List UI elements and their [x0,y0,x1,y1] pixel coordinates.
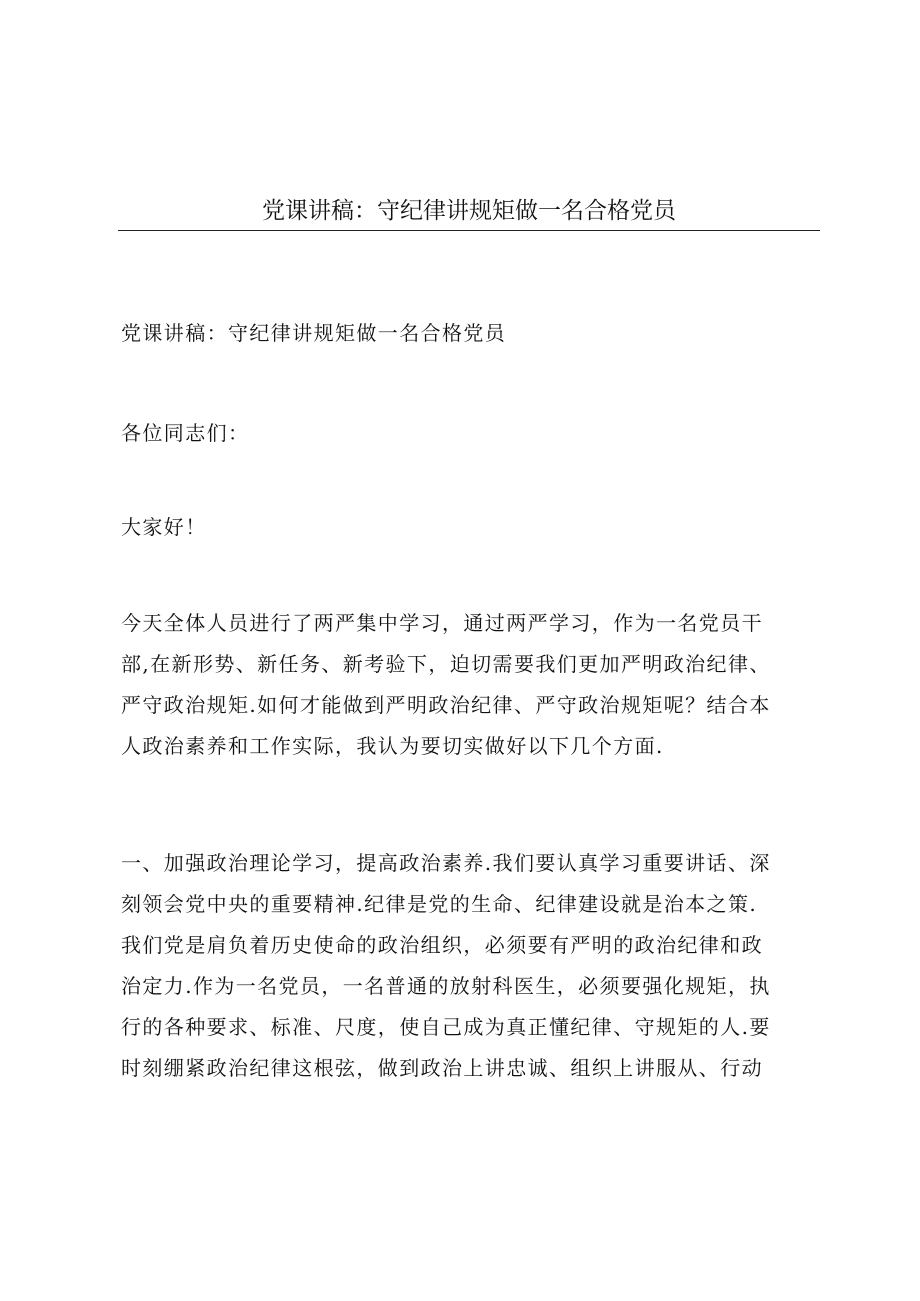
hello-line: 大家好！ [121,515,207,539]
paragraph-section-one [121,843,821,1089]
paragraph-line: 人政治素养和工作实际，我认为要切实做好以下几个方面. [121,734,664,758]
paragraph-line: 行的各种要求、标准、尺度，使自己成为真正懂纪律、守规矩的人.要 [121,1015,771,1039]
subtitle-line: 党课讲稿：守纪律讲规矩做一名合格党员 [121,321,507,345]
paragraph-line: 刻领会党中央的重要精神.纪律是党的生命、纪律建设就是治本之策. [121,892,758,916]
header-title: 党课讲稿：守纪律讲规矩做一名合格党员 [262,198,676,224]
document-subtitle [121,313,821,354]
paragraph-line: 一、加强政治理论学习，提高政治素养.我们要认真学习重要讲话、深 [121,851,771,875]
greeting-line: 各位同志们： [121,421,250,445]
paragraph-line: 严守政治规矩.如何才能做到严明政治纪律、严守政治规矩呢？结合本 [121,693,771,717]
page-header [118,196,820,231]
paragraph-line: 我们党是肩负着历史使命的政治组织，必须要有严明的政治纪律和政 [121,933,763,957]
paragraph-line: 今天全体人员进行了两严集中学习，通过两严学习，作为一名党员干 [121,611,763,635]
paragraph-line: 治定力.作为一名党员，一名普通的放射科医生，必须要强化规矩，执 [121,974,771,998]
paragraph-line: 时刻绷紧政治纪律这根弦，做到政治上讲忠诚、组织上讲服从、行动 [121,1056,763,1080]
paragraph-line: 部,在新形势、新任务、新考验下，迫切需要我们更加严明政治纪律、 [121,652,771,676]
hello [121,507,821,548]
greeting [121,413,821,454]
paragraph-intro [121,603,821,767]
